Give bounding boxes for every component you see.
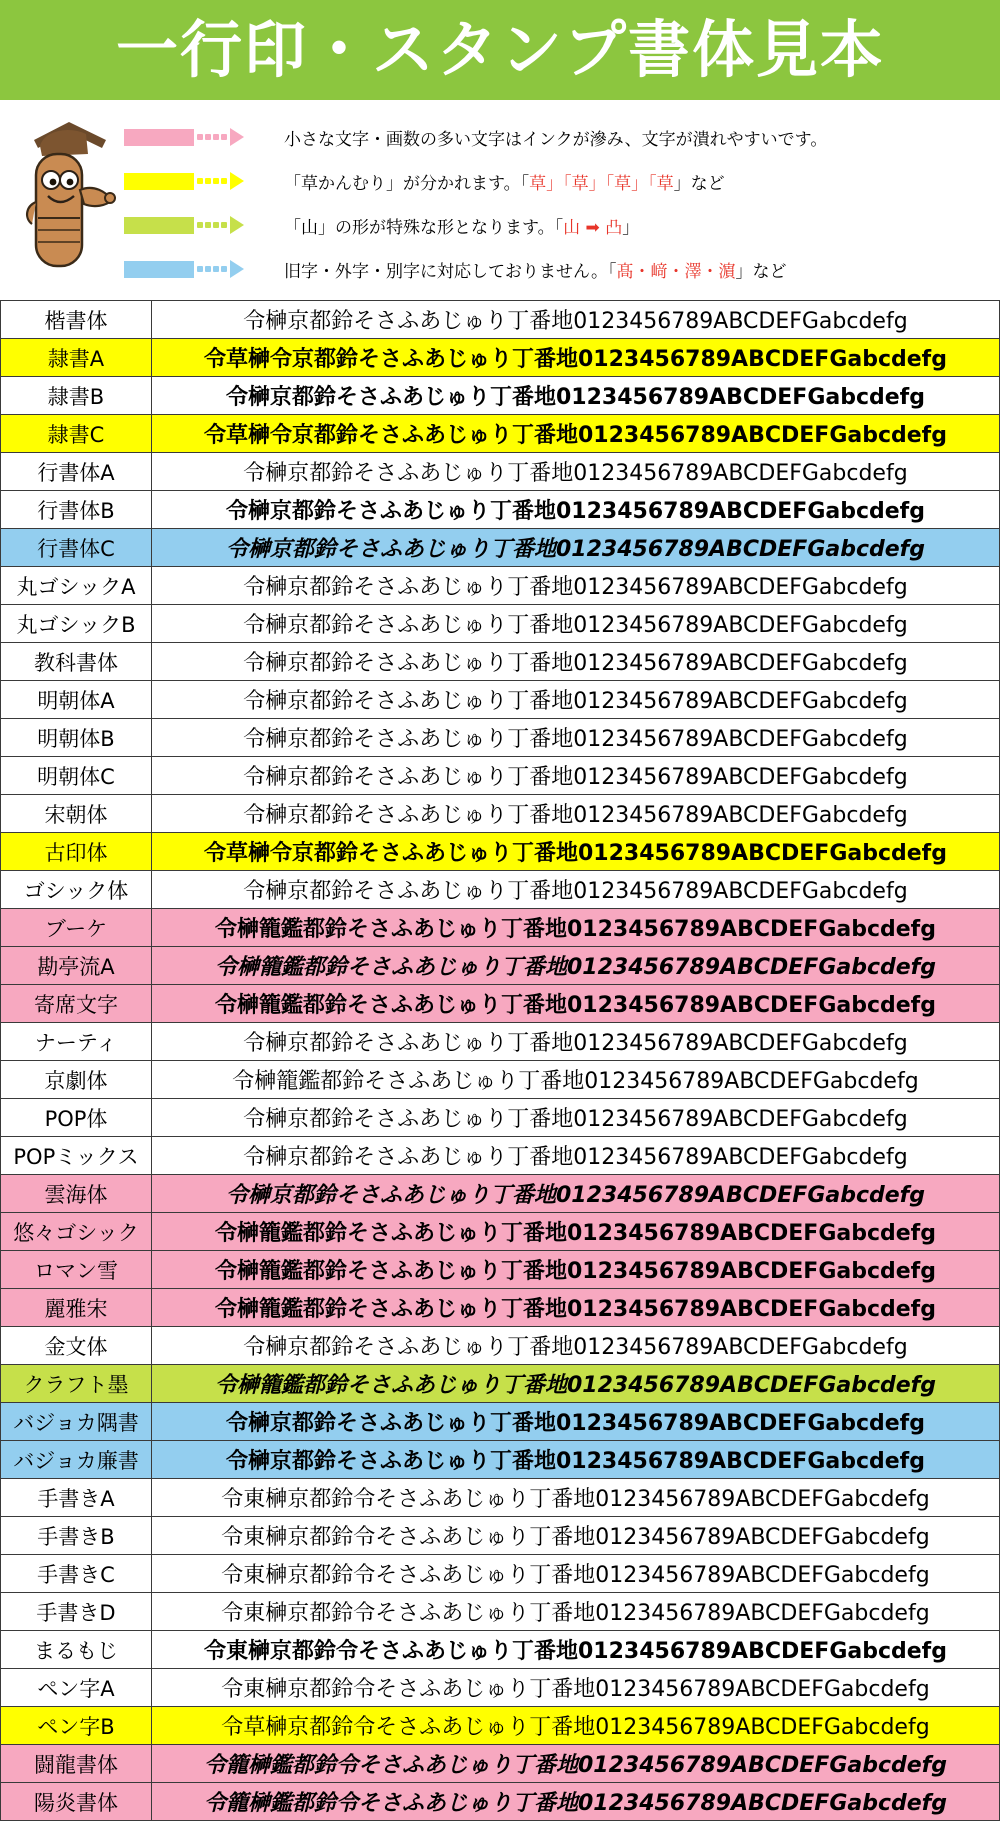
font-sample-cell: 令榊京都鈴そさふあじゅり丁番地0123456789ABCDEFGabcdefg: [152, 491, 1000, 529]
table-row: [1, 985, 1000, 1023]
table-row: [1, 1213, 1000, 1251]
font-name-cell: 明朝体C: [1, 757, 152, 795]
font-name-cell: 宋朝体: [1, 795, 152, 833]
page-header-banner: [0, 0, 1000, 100]
font-name-cell: 丸ゴシックA: [1, 567, 152, 605]
font-name-cell: 隷書B: [1, 377, 152, 415]
table-row: [1, 681, 1000, 719]
font-name-cell: ゴシック体: [1, 871, 152, 909]
font-name-cell: 丸ゴシックB: [1, 605, 152, 643]
table-row: [1, 1631, 1000, 1669]
font-name-cell: 隷書A: [1, 339, 152, 377]
font-sample-cell: 令榊京都鈴そさふあじゅり丁番地0123456789ABCDEFGabcdefg: [152, 1137, 1000, 1175]
font-name-cell: ブーケ: [1, 909, 152, 947]
legend-swatch-yellow: [124, 173, 194, 190]
legend-arrow-pink: [230, 128, 244, 146]
table-row: [1, 871, 1000, 909]
font-sample-cell: 令草榊令京都鈴そさふあじゅり丁番地0123456789ABCDEFGabcdefg: [152, 339, 1000, 377]
legend-dots-yellow: [197, 178, 229, 184]
table-row: [1, 1061, 1000, 1099]
font-sample-cell: 令榊京都鈴そさふあじゅり丁番地0123456789ABCDEFGabcdefg: [152, 757, 1000, 795]
font-name-cell: バジョカ隅書: [1, 1403, 152, 1441]
font-sample-table-body: [1, 301, 1000, 1821]
table-row: [1, 1783, 1000, 1821]
font-name-cell: まるもじ: [1, 1631, 152, 1669]
table-row: [1, 909, 1000, 947]
table-row: [1, 529, 1000, 567]
font-sample-cell: 令草榊京都鈴令そさふあじゅり丁番地0123456789ABCDEFGabcdefg: [152, 1707, 1000, 1745]
font-name-cell: 勘亭流A: [1, 947, 152, 985]
font-sample-cell: 令榊京都鈴そさふあじゅり丁番地0123456789ABCDEFGabcdefg: [152, 1327, 1000, 1365]
font-name-cell: ナーティ: [1, 1023, 152, 1061]
font-sample-cell: 令榊京都鈴そさふあじゅり丁番地0123456789ABCDEFGabcdefg: [152, 567, 1000, 605]
font-name-cell: クラフト墨: [1, 1365, 152, 1403]
font-sample-cell: 令榊籠鑑都鈴そさふあじゅり丁番地0123456789ABCDEFGabcdefg: [152, 1251, 1000, 1289]
font-name-cell: 手書きB: [1, 1517, 152, 1555]
legend-text-green-before: 「山」の形が特殊な形となります。「: [284, 217, 564, 238]
table-row: [1, 833, 1000, 871]
table-row: [1, 1593, 1000, 1631]
font-sample-cell: 令榊京都鈴そさふあじゅり丁番地0123456789ABCDEFGabcdefg: [152, 453, 1000, 491]
legend-swatch-yellow-green-group: [124, 216, 284, 234]
font-name-cell: 隷書C: [1, 415, 152, 453]
legend-text-yellow-red: 草」「草」「草」「草: [529, 173, 674, 194]
legend-swatch-light-blue: [124, 261, 194, 278]
font-sample-cell: 令榊籠鑑都鈴そさふあじゅり丁番地0123456789ABCDEFGabcdefg: [152, 909, 1000, 947]
font-sample-cell: 令榊京都鈴そさふあじゅり丁番地0123456789ABCDEFGabcdefg: [152, 795, 1000, 833]
font-name-cell: 京劇体: [1, 1061, 152, 1099]
legend-text-blue-after: 」など: [735, 261, 787, 282]
font-sample-cell: 令榊京都鈴そさふあじゅり丁番地0123456789ABCDEFGabcdefg: [152, 1403, 1000, 1441]
font-name-cell: 行書体A: [1, 453, 152, 491]
font-name-cell: 明朝体A: [1, 681, 152, 719]
font-sample-cell: 令籠榊鑑都鈴令そさふあじゅり丁番地0123456789ABCDEFGabcdefg: [152, 1745, 1000, 1783]
table-row: [1, 757, 1000, 795]
legend-text-green-after: 」: [622, 217, 640, 238]
font-sample-cell: 令榊京都鈴そさふあじゅり丁番地0123456789ABCDEFGabcdefg: [152, 643, 1000, 681]
font-sample-cell: 令榊京都鈴そさふあじゅり丁番地0123456789ABCDEFGabcdefg: [152, 377, 1000, 415]
font-sample-cell: 令東榊京都鈴令そさふあじゅり丁番地0123456789ABCDEFGabcdefg: [152, 1479, 1000, 1517]
font-name-cell: 楷書体: [1, 301, 152, 339]
font-name-cell: 行書体B: [1, 491, 152, 529]
table-row: [1, 1479, 1000, 1517]
table-row: [1, 1707, 1000, 1745]
table-row: [1, 1327, 1000, 1365]
mascot-illustration: [14, 110, 124, 290]
font-sample-cell: 令榊京都鈴そさふあじゅり丁番地0123456789ABCDEFGabcdefg: [152, 681, 1000, 719]
font-name-cell: 麗雅宋: [1, 1289, 152, 1327]
legend-rows: [124, 110, 988, 290]
legend-text-yellow: [284, 169, 725, 194]
legend-swatch-yellow-green: [124, 217, 194, 234]
font-name-cell: 手書きD: [1, 1593, 152, 1631]
table-row: [1, 719, 1000, 757]
font-sample-cell: 令榊籠鑑都鈴そさふあじゅり丁番地0123456789ABCDEFGabcdefg: [152, 1213, 1000, 1251]
table-row: [1, 1175, 1000, 1213]
font-name-cell: POP体: [1, 1099, 152, 1137]
legend-text-pink: 小さな文字・画数の多い文字はインクが滲み、文字が潰れやすいです。: [284, 129, 828, 150]
font-name-cell: 行書体C: [1, 529, 152, 567]
legend-swatch-yellow-group: [124, 172, 284, 190]
legend-swatch-pink: [124, 129, 194, 146]
font-name-cell: ペン字A: [1, 1669, 152, 1707]
font-sample-cell: 令榊京都鈴そさふあじゅり丁番地0123456789ABCDEFGabcdefg: [152, 1023, 1000, 1061]
table-row: [1, 1137, 1000, 1175]
font-name-cell: 古印体: [1, 833, 152, 871]
legend-arrow-yellow: [230, 172, 244, 190]
legend-text-yellow-after: 」など: [673, 173, 725, 194]
legend-text-blue-red: 髙・﨑・澤・濵: [616, 261, 736, 282]
table-row: [1, 453, 1000, 491]
legend-swatch-pink-group: [124, 128, 284, 146]
legend-section: [0, 100, 1000, 300]
font-sample-cell: 令東榊京都鈴令そさふあじゅり丁番地0123456789ABCDEFGabcdefg: [152, 1517, 1000, 1555]
font-name-cell: 悠々ゴシック: [1, 1213, 152, 1251]
font-sample-cell: 令榊京都鈴そさふあじゅり丁番地0123456789ABCDEFGabcdefg: [152, 871, 1000, 909]
font-sample-cell: 令榊京都鈴そさふあじゅり丁番地0123456789ABCDEFGabcdefg: [152, 1441, 1000, 1479]
legend-arrow-light-blue: [230, 260, 244, 278]
legend-dots-yellow-green: [197, 222, 229, 228]
legend-swatch-light-blue-group: [124, 260, 284, 278]
font-name-cell: ロマン雪: [1, 1251, 152, 1289]
font-name-cell: 金文体: [1, 1327, 152, 1365]
table-row: [1, 605, 1000, 643]
legend-dots-light-blue: [197, 266, 229, 272]
table-row: [1, 339, 1000, 377]
font-sample-cell: 令榊籠鑑都鈴そさふあじゅり丁番地0123456789ABCDEFGabcdefg: [152, 985, 1000, 1023]
table-row: [1, 1289, 1000, 1327]
table-row: [1, 795, 1000, 833]
legend-item-yellow-green: [124, 204, 988, 246]
table-row: [1, 643, 1000, 681]
table-row: [1, 1365, 1000, 1403]
font-sample-table: [0, 300, 1000, 1821]
table-row: [1, 377, 1000, 415]
font-sample-cell: 令東榊京都鈴令そさふあじゅり丁番地0123456789ABCDEFGabcdefg: [152, 1555, 1000, 1593]
legend-text-blue-before: 旧字・外字・別字に対応しておりません。「: [284, 261, 617, 282]
table-row: [1, 1099, 1000, 1137]
legend-text-yellow-before: 「草かんむり」が分かれます。「: [284, 173, 530, 194]
font-sample-cell: 令榊京都鈴そさふあじゅり丁番地0123456789ABCDEFGabcdefg: [152, 301, 1000, 339]
font-sample-cell: 令榊京都鈴そさふあじゅり丁番地0123456789ABCDEFGabcdefg: [152, 719, 1000, 757]
font-name-cell: 手書きC: [1, 1555, 152, 1593]
font-sample-cell: 令榊京都鈴そさふあじゅり丁番地0123456789ABCDEFGabcdefg: [152, 1099, 1000, 1137]
font-sample-cell: 令榊京都鈴そさふあじゅり丁番地0123456789ABCDEFGabcdefg: [152, 605, 1000, 643]
table-row: [1, 1251, 1000, 1289]
table-row: [1, 1745, 1000, 1783]
table-row: [1, 415, 1000, 453]
table-row: [1, 301, 1000, 339]
legend-item-pink: [124, 116, 988, 158]
table-row: [1, 1555, 1000, 1593]
legend-dots-pink: [197, 134, 229, 140]
font-sample-cell: 令榊京都鈴そさふあじゅり丁番地0123456789ABCDEFGabcdefg: [152, 529, 1000, 567]
font-sample-cell: 令東榊京都鈴令そさふあじゅり丁番地0123456789ABCDEFGabcdefg: [152, 1593, 1000, 1631]
font-sample-cell: 令榊籠鑑都鈴そさふあじゅり丁番地0123456789ABCDEFGabcdefg: [152, 1061, 1000, 1099]
font-sample-cell: 令榊籠鑑都鈴そさふあじゅり丁番地0123456789ABCDEFGabcdefg: [152, 1365, 1000, 1403]
font-name-cell: 雲海体: [1, 1175, 152, 1213]
legend-arrow-yellow-green: [230, 216, 244, 234]
legend-text-green-red: 山 ➡ 凸: [563, 217, 623, 238]
font-name-cell: 寄席文字: [1, 985, 152, 1023]
font-sample-cell: 令榊京都鈴そさふあじゅり丁番地0123456789ABCDEFGabcdefg: [152, 1175, 1000, 1213]
font-sample-cell: 令籠榊鑑都鈴令そさふあじゅり丁番地0123456789ABCDEFGabcdefg: [152, 1783, 1000, 1821]
legend-text-yellow-green: [284, 213, 639, 238]
font-sample-cell: 令榊籠鑑都鈴そさふあじゅり丁番地0123456789ABCDEFGabcdefg: [152, 1289, 1000, 1327]
font-sample-cell: 令東榊京都鈴令そさふあじゅり丁番地0123456789ABCDEFGabcdefg: [152, 1631, 1000, 1669]
table-row: [1, 1669, 1000, 1707]
table-row: [1, 1441, 1000, 1479]
table-row: [1, 491, 1000, 529]
legend-text-light-blue: [284, 257, 787, 282]
font-sample-cell: 令草榊令京都鈴そさふあじゅり丁番地0123456789ABCDEFGabcdefg: [152, 415, 1000, 453]
table-row: [1, 567, 1000, 605]
font-name-cell: 陽炎書体: [1, 1783, 152, 1821]
font-name-cell: 明朝体B: [1, 719, 152, 757]
page-title: 一行印・スタンプ書体見本: [115, 13, 884, 86]
table-row: [1, 1023, 1000, 1061]
font-name-cell: POPミックス: [1, 1137, 152, 1175]
font-sample-cell: 令草榊令京都鈴そさふあじゅり丁番地0123456789ABCDEFGabcdefg: [152, 833, 1000, 871]
font-name-cell: 教科書体: [1, 643, 152, 681]
table-row: [1, 1517, 1000, 1555]
font-sample-cell: 令榊籠鑑都鈴そさふあじゅり丁番地0123456789ABCDEFGabcdefg: [152, 947, 1000, 985]
font-name-cell: ペン字B: [1, 1707, 152, 1745]
font-name-cell: 手書きA: [1, 1479, 152, 1517]
font-name-cell: 闘龍書体: [1, 1745, 152, 1783]
font-sample-cell: 令東榊京都鈴令そさふあじゅり丁番地0123456789ABCDEFGabcdefg: [152, 1669, 1000, 1707]
table-row: [1, 947, 1000, 985]
font-name-cell: バジョカ廉書: [1, 1441, 152, 1479]
table-row: [1, 1403, 1000, 1441]
legend-item-yellow: [124, 160, 988, 202]
legend-item-light-blue: [124, 248, 988, 290]
